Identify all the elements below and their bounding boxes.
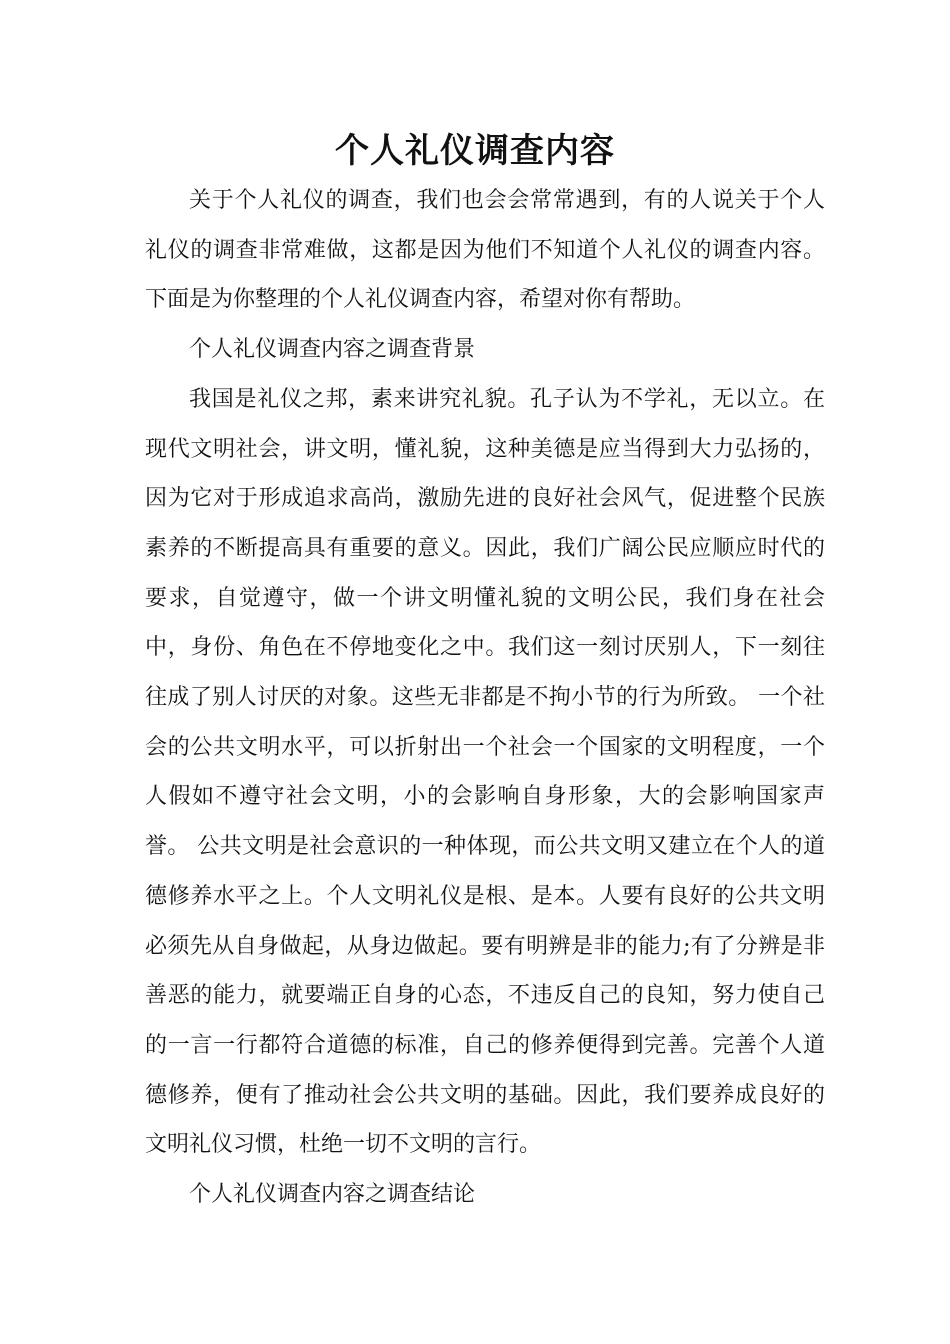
document-body	[145, 176, 825, 1220]
section-heading-conclusion: 个人礼仪调查内容之调查结论	[189, 1182, 476, 1208]
background-paragraph: 我国是礼仪之邦，素来讲究礼貌。孔子认为不学礼，无以立。在现代文明社会，讲文明，懂礼貌，这种美德是应当得到大力弘扬的，因为它对于形成追求高尚，激励先进的良好社会风气，促进整个民族素养的不断提高具有重要的意义。因此，我们广阔公民应顺应时代的要求，自觉遵守，做一个讲文明懂礼貌的文明公民，我们身在社会中，身份、角色在不停地变化之中。我们这一刻讨厌别人，下一刻往往成了别人讨厌的对象。这些无非都是不拘小节的行为所致。 一个社会的公共文明水平，可以折射出一个社会一个国家的文明程度，一个人假如不遵守社会文明，小的会影响自身形象，大的会影响国家声誉。 公共文明是社会意识的一种体现，而公共文明又建立在个人的道德修养水平之上。个人文明礼仪是根、是本。人要有良好的公共文明必须先从自身做起，从身边做起。要有明辨是非的能力;有了分辨是非善恶的能力，就要端正自身的心态，不违反自己的良知，努力使自己的一言一行都符合道德的标准，自己的修养便得到完善。完善个人道德修养，便有了推动社会公共文明的基础。因此，我们要养成良好的文明礼仪习惯，杜绝一切不文明的言行。	[145, 386, 825, 1158]
section-heading-background: 个人礼仪调查内容之调查背景	[189, 337, 476, 363]
intro-paragraph: 关于个人礼仪的调查，我们也会会常常遇到，有的人说关于个人礼仪的调查非常难做，这都是因为他们不知道个人礼仪的调查内容。下面是为你整理的个人礼仪调查内容，希望对你有帮助。	[145, 188, 825, 313]
document-title: 个人礼仪调查内容	[335, 131, 615, 171]
